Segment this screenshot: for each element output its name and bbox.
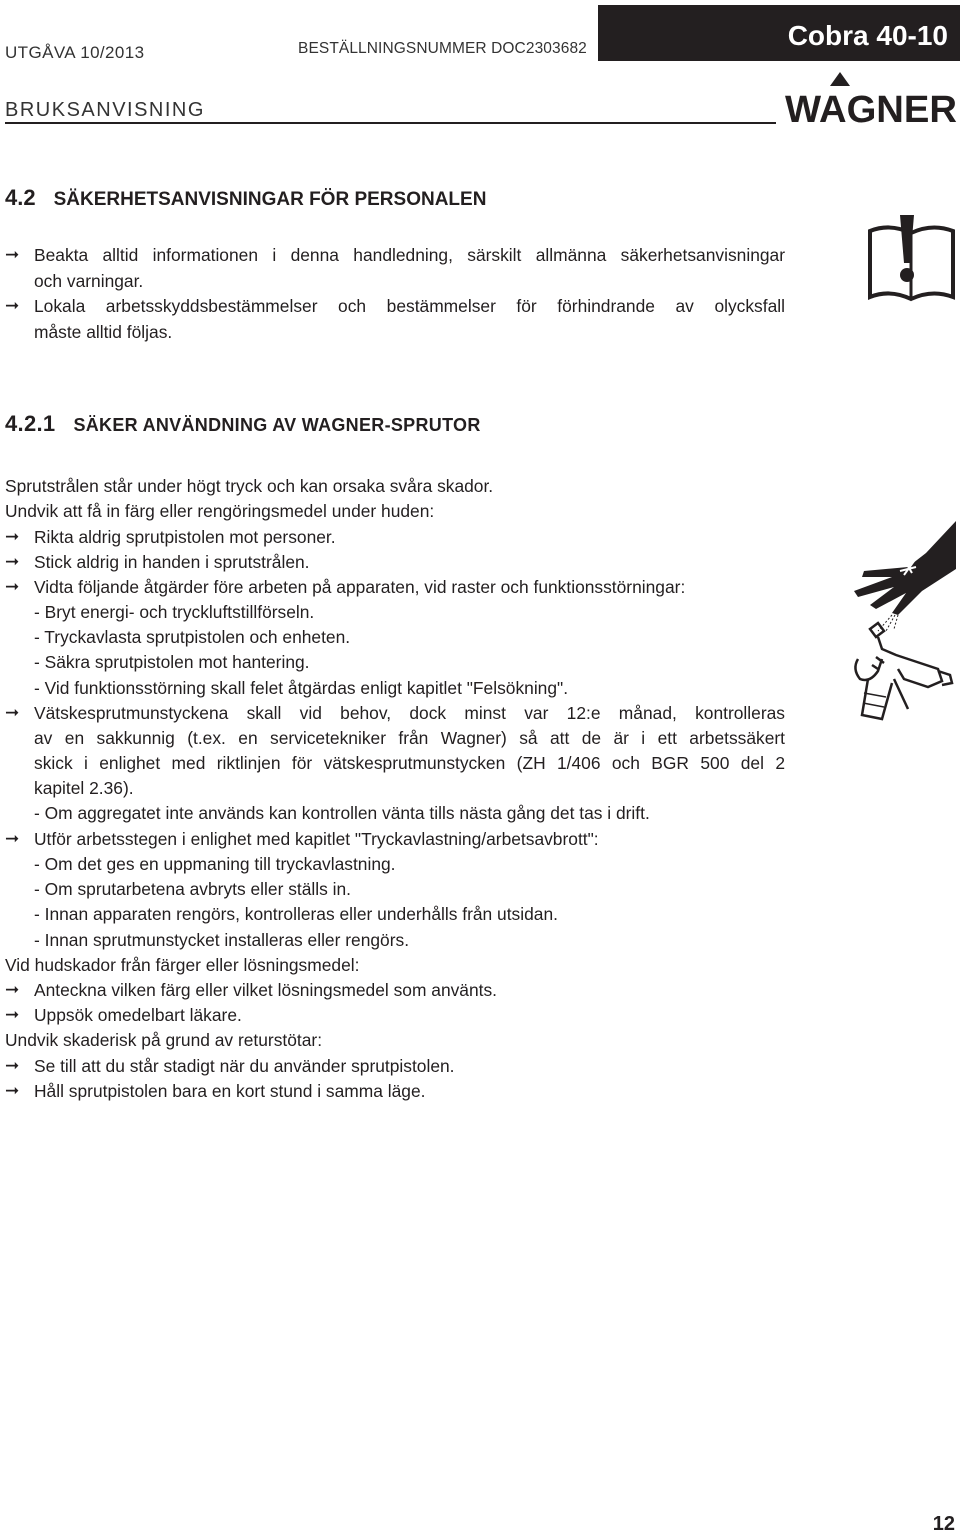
body-line: - Innan sprutmunstycket installeras eller rengörs. xyxy=(34,930,410,950)
wagner-logo xyxy=(784,72,958,126)
section-heading xyxy=(5,185,486,211)
body-line: Vidta följande åtgärder före arbeten på apparaten, vid raster och funktionsstörningar: xyxy=(34,577,686,597)
body-line: - Säkra sprutpistolen mot hantering. xyxy=(34,652,310,672)
body-line: kapitel 2.36). xyxy=(34,778,134,798)
order-number: BESTÄLLNINGSNUMMER DOC2303682 xyxy=(298,40,587,57)
body-line: Rikta aldrig sprutpistolen mot personer. xyxy=(34,527,336,547)
body-line: - Bryt energi- och tryckluftstillförseln. xyxy=(34,602,315,622)
body-line: - Vid funktionsstörning skall felet åtgärdas enligt kapitlet "Felsökning". xyxy=(34,678,569,698)
arrow-bullet-icon: ➞ xyxy=(5,829,20,848)
body-line: Vätskesprutmunstyckena skall vid behov, dock minst var 12:e månad, kontrolleras xyxy=(34,703,785,723)
arrow-bullet-icon: ➞ xyxy=(5,1081,20,1100)
model-banner xyxy=(598,5,960,61)
body-line: Se till att du står stadigt när du använder sprutpistolen. xyxy=(34,1056,455,1076)
body-line: Undvik att få in färg eller rengöringsmedel under huden: xyxy=(5,501,435,521)
arrow-bullet-icon: ➞ xyxy=(5,1056,20,1075)
arrow-bullet-icon: ➞ xyxy=(5,296,20,315)
body-line: Vid hudskador från färger eller lösningsmedel: xyxy=(5,955,360,975)
arrow-bullet-icon: ➞ xyxy=(5,552,20,571)
arrow-bullet-icon: ➞ xyxy=(5,703,20,722)
body-line: - Om aggregatet inte används kan kontrollen vänta tills nästa gång det tas i drift. xyxy=(34,803,650,823)
body-line: Uppsök omedelbart läkare. xyxy=(34,1005,242,1025)
body-line: Håll sprutpistolen bara en kort stund i samma läge. xyxy=(34,1081,426,1101)
body-line: Anteckna vilken färg eller vilket lösningsmedel som använts. xyxy=(34,980,498,1000)
body-line: - Om sprutarbetena avbryts eller ställs in. xyxy=(34,879,352,899)
model-name: Cobra 40-10 xyxy=(787,20,948,51)
section-bullet-line: Lokala arbetsskyddsbestämmelser och bestämmelser för förhindrande av olycksfall xyxy=(34,296,785,316)
arrow-bullet-icon: ➞ xyxy=(5,1005,20,1024)
page-number: 12 xyxy=(932,1513,955,1535)
body-line: Utför arbetsstegen i enlighet med kapitlet "Tryckavlastning/arbetsavbrott": xyxy=(34,829,599,849)
section-bullet-line: och varningar. xyxy=(34,271,144,291)
subsection-number: 4.2.1 xyxy=(5,411,56,436)
arrow-bullet-icon: ➞ xyxy=(5,527,20,546)
manual-title: BRUKSANVISNING xyxy=(5,99,205,121)
header-rule xyxy=(5,122,776,124)
body-line: skick i enlighet med riktlinjen för vätskesprutmunstycken (ZH 1/406 och BGR 500 del 2 xyxy=(34,753,785,773)
section-bullet-line: Beakta alltid informationen i denna handledning, särskilt allmänna säkerhetsanvisningar xyxy=(34,245,785,265)
warning-book-icon xyxy=(864,213,959,303)
body-line: - Innan apparaten rengörs, kontrolleras eller underhålls från utsidan. xyxy=(34,904,558,924)
spray-injury-icon xyxy=(848,519,960,724)
section-bullet-line: måste alltid följas. xyxy=(34,322,173,342)
body-line: Sprutstrålen står under högt tryck och kan orsaka svåra skador. xyxy=(5,476,494,496)
body-line: Undvik skaderisk på grund av returstötar: xyxy=(5,1030,323,1050)
body-line: - Om det ges en uppmaning till tryckavlastning. xyxy=(34,854,396,874)
edition-label: UTGÅVA 10/2013 xyxy=(5,43,145,62)
section-title: SÄKERHETSANVISNINGAR FÖR PERSONALEN xyxy=(53,189,487,210)
svg-text:WAGNER: WAGNER xyxy=(785,89,957,126)
arrow-bullet-icon: ➞ xyxy=(5,980,20,999)
body-line: av en sakkunnig (t.ex. en servicetekniker från Wagner) så att de är i ett arbetssäkert xyxy=(34,728,785,748)
body-line: Stick aldrig in handen i sprutstrålen. xyxy=(34,552,310,572)
subsection-title: SÄKER ANVÄNDNING AV WAGNER-SPRUTOR xyxy=(73,415,481,435)
subsection-heading xyxy=(5,411,481,437)
body-line: - Tryckavlasta sprutpistolen och enheten. xyxy=(34,627,351,647)
arrow-bullet-icon: ➞ xyxy=(5,245,20,264)
section-number: 4.2 xyxy=(5,185,36,210)
arrow-bullet-icon: ➞ xyxy=(5,577,20,596)
